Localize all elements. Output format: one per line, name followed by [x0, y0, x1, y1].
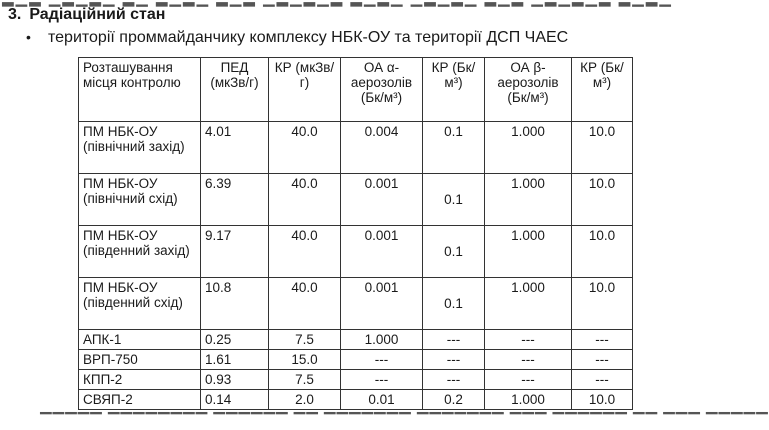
cell-kr-alpha-value: 0.1 [444, 244, 463, 259]
radiation-table [78, 57, 633, 410]
cell-oa-alpha: 0.001 [341, 226, 423, 278]
cell-kr-beta: 10.0 [572, 226, 633, 278]
header-kr-beta: КР (Бк/м³) [572, 58, 633, 122]
table-row [79, 370, 633, 390]
cell-location: АПК-1 [79, 330, 201, 350]
bullet-item [26, 27, 568, 48]
cell-oa-alpha: 0.001 [341, 278, 423, 330]
cell-oa-beta: --- [485, 330, 572, 350]
cell-kr-alpha: --- [423, 330, 485, 350]
table-row [79, 122, 633, 174]
cell-kr-alpha: 0.1 [423, 122, 485, 174]
cell-location: ПМ НБК-ОУ (південний захід) [79, 226, 201, 278]
cell-kr-alpha [423, 226, 485, 278]
cell-kr-ped: 40.0 [269, 122, 341, 174]
cell-kr-ped: 2.0 [269, 390, 341, 410]
cell-ped: 4.01 [201, 122, 269, 174]
cell-kr-alpha [423, 278, 485, 330]
cell-oa-alpha: 0.004 [341, 122, 423, 174]
cell-kr-beta: --- [572, 330, 633, 350]
cell-kr-ped: 40.0 [269, 174, 341, 226]
cell-kr-ped: 15.0 [269, 350, 341, 370]
cell-ped: 10.8 [201, 278, 269, 330]
cell-oa-beta: 1.000 [485, 122, 572, 174]
table-header-row [79, 58, 633, 122]
cell-oa-beta: 1.000 [485, 174, 572, 226]
cell-ped: 0.93 [201, 370, 269, 390]
cell-ped: 0.25 [201, 330, 269, 350]
section-heading [8, 5, 165, 25]
table-row [79, 174, 633, 226]
cell-location: КПП-2 [79, 370, 201, 390]
cell-kr-beta: --- [572, 350, 633, 370]
cell-ped: 0.14 [201, 390, 269, 410]
cell-location: ПМ НБК-ОУ (північний схід) [79, 174, 201, 226]
header-kr-ped: КР (мкЗв/г) [269, 58, 341, 122]
cell-location: СВЯП-2 [79, 390, 201, 410]
cell-kr-alpha [423, 174, 485, 226]
header-ped: ПЕД (мкЗв/г) [201, 58, 269, 122]
cell-location: ПМ НБК-ОУ (північний захід) [79, 122, 201, 174]
cell-oa-beta: --- [485, 370, 572, 390]
table-row [79, 390, 633, 410]
cell-kr-alpha-value: 0.1 [444, 296, 463, 311]
table-row [79, 330, 633, 350]
cell-kr-alpha: 0.2 [423, 390, 485, 410]
header-oa-beta: ОА β-аерозолів (Бк/м³) [485, 58, 572, 122]
bullet-icon: • [26, 29, 31, 45]
cell-kr-beta: 10.0 [572, 122, 633, 174]
cell-kr-beta: 10.0 [572, 390, 633, 410]
cell-oa-alpha: --- [341, 370, 423, 390]
table-row [79, 226, 633, 278]
header-location: Розташування місця контролю [79, 58, 201, 122]
cell-oa-alpha: --- [341, 350, 423, 370]
cell-oa-alpha: 1.000 [341, 330, 423, 350]
cell-location: ВРП-750 [79, 350, 201, 370]
cell-kr-beta: 10.0 [572, 174, 633, 226]
cell-oa-beta: --- [485, 350, 572, 370]
cell-kr-ped: 40.0 [269, 278, 341, 330]
section-title: Радіаційний стан [29, 6, 166, 23]
cell-kr-ped: 40.0 [269, 226, 341, 278]
cell-kr-alpha: --- [423, 350, 485, 370]
bullet-text: території проммайданчику комплексу НБК-ОУ та території ДСП ЧАЕС [48, 29, 569, 46]
cell-location: ПМ НБК-ОУ (південний схід) [79, 278, 201, 330]
header-kr-alpha: КР (Бк/м³) [423, 58, 485, 122]
cell-oa-alpha: 0.01 [341, 390, 423, 410]
cell-kr-alpha: --- [423, 370, 485, 390]
table-row [79, 278, 633, 330]
cell-kr-ped: 7.5 [269, 330, 341, 350]
cell-oa-alpha: 0.001 [341, 174, 423, 226]
cropped-previous-line [2, 0, 522, 3]
table-row [79, 350, 633, 370]
cell-kr-ped: 7.5 [269, 370, 341, 390]
cell-kr-alpha-value: 0.1 [444, 192, 463, 207]
cell-oa-beta: 1.000 [485, 278, 572, 330]
cell-oa-beta: 1.000 [485, 226, 572, 278]
cell-ped: 6.39 [201, 174, 269, 226]
cell-kr-beta: --- [572, 370, 633, 390]
cropped-next-line: ▔▔▔▔▔ ▔▔▔▔▔▔▔▔ ▔▔▔▔▔▔ ▔▔ ▔▔▔▔▔▔▔ ▔▔▔▔▔▔▔ ▔▔▔ ▔▔▔▔▔▔ ▔▔ ▔▔▔ ▔▔▔▔▔ [40, 413, 769, 430]
cell-oa-beta: 1.000 [485, 390, 572, 410]
section-number: 3. [8, 6, 22, 23]
cell-ped: 1.61 [201, 350, 269, 370]
cell-kr-beta: 10.0 [572, 278, 633, 330]
header-oa-alpha: ОА α-аерозолів (Бк/м³) [341, 58, 423, 122]
cell-ped: 9.17 [201, 226, 269, 278]
